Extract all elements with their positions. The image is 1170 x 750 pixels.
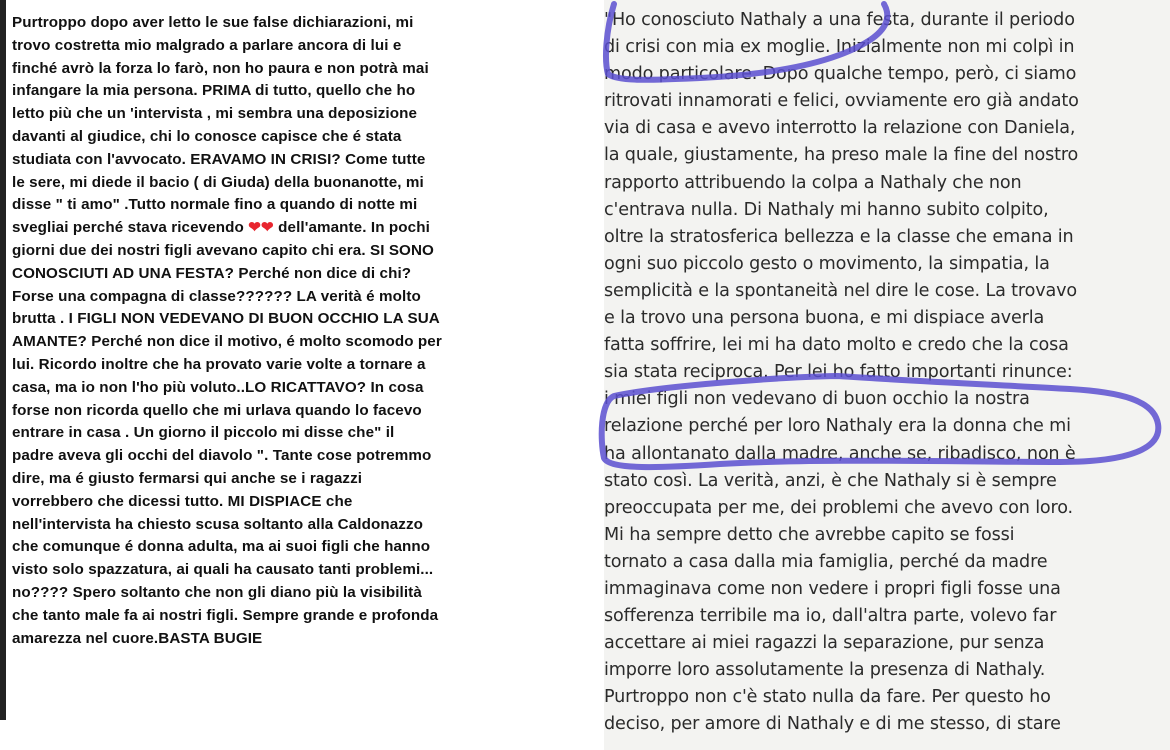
right-line-26: Purtroppo non c'è stato nulla da fare. Per questo ho (604, 687, 1051, 708)
left-line-22: vorrebbero che dicessi tutto. MI DISPIACE che (12, 492, 353, 510)
right-line-20: Mi ha sempre detto che avrebbe capito se fossi (604, 524, 1015, 545)
left-line-2: trovo costretta mio malgrado a parlare ancora di lui e (12, 36, 402, 54)
right-line-21: tornato a casa dalla mia famiglia, perché da madre (604, 551, 1048, 572)
heart-emoji-icon: ❤❤ (248, 219, 274, 237)
right-line-10: ogni suo piccolo gesto o movimento, la simpatia, la (604, 253, 1050, 274)
right-line-13: fatta soffrire, lei mi ha dato molto e credo che la cosa (604, 335, 1069, 356)
left-line-1: Purtroppo dopo aver letto le sue false dichiarazioni, mi (12, 14, 414, 31)
statement-left-panel (12, 8, 597, 708)
right-line-23: sofferenza terribile ma io, dall'altra parte, volevo far (604, 606, 1057, 627)
left-line-6: davanti al giudice, chi lo conosce capisce che é stata (12, 127, 402, 145)
left-line-28: amarezza nel cuore.BASTA BUGIE (12, 629, 263, 647)
left-line-8: le sere, mi diede il bacio ( di Giuda) della buonanotte, mi (12, 173, 424, 191)
right-line-7: rapporto attribuendo la colpa a Nathaly che non (604, 172, 1022, 193)
left-line-19: entrare in casa . Un giorno il piccolo mi disse che" il (12, 424, 395, 442)
left-line-7: studiata con l'avvocato. ERAVAMO IN CRISI? Come tutte (12, 150, 426, 168)
right-line-16: relazione perché per loro Nathaly era la donna che mi (604, 416, 1071, 437)
left-line-5: letto più che un 'intervista , mi sembra una deposizione (12, 105, 418, 123)
left-line-12: CONOSCIUTI AD UNA FESTA? Perché non dice di chi? (12, 264, 412, 282)
left-line-17: casa, ma io non l'ho più voluto..LO RICATTAVO? In cosa (12, 378, 424, 396)
right-line-19: preoccupata per me, dei problemi che avevo con loro. (604, 497, 1073, 518)
left-line-27: che tanto male fa ai nostri figli. Sempre grande e profonda (12, 606, 439, 624)
right-line-25: imporre loro assolutamente la presenza di Nathaly. (604, 660, 1046, 681)
right-line-8: c'entrava nulla. Di Nathaly mi hanno subito colpito, (604, 199, 1049, 220)
left-line-11: giorni due dei nostri figli avevano capito chi era. SI SONO (12, 241, 434, 259)
right-line-2: di crisi con mia ex moglie. Inizialmente non mi colpì in (604, 37, 1075, 58)
left-line-9: disse " ti amo" .Tutto normale fino a quando di notte mi (12, 196, 418, 214)
right-line-15: i miei figli non vedevano di buon occhio la nostra (604, 389, 1030, 410)
left-line-24: che comunque é donna adulta, ma ai suoi figli che hanno (12, 538, 431, 556)
left-line-10: svegliai perché stava ricevendo ❤❤ dell'amante. In pochi (12, 219, 430, 237)
right-line-6: la quale, giustamente, ha preso male la fine del nostro (604, 145, 1079, 166)
left-line-18: forse non ricorda quello che mi urlava quando lo facevo (12, 401, 422, 419)
left-edge-bar (0, 0, 6, 720)
right-line-3: modo particolare. Dopo qualche tempo, però, ci siamo (604, 64, 1077, 85)
right-line-24: accettare ai miei ragazzi la separazione, pur senza (604, 633, 1045, 654)
right-line-22: immaginava come non vedere i propri figli fosse una (604, 578, 1061, 599)
left-line-14: brutta . I FIGLI NON VEDEVANO DI BUON OCCHIO LA SUA (12, 310, 440, 328)
left-line-21: dire, ma é giusto fermarsi qui anche se i ragazzi (12, 469, 363, 487)
left-line-4: infangare la mia persona. PRIMA di tutto, quello che ho (12, 82, 416, 100)
right-line-18: stato così. La verità, anzi, è che Nathaly si è sempre (604, 470, 1057, 491)
left-line-15: AMANTE? Perché non dice il motivo, é molto scomodo per (12, 333, 442, 351)
right-line-12: e la trovo una persona buona, e mi dispiace averla (604, 308, 1045, 329)
right-line-1: "Ho conosciuto Nathaly a una festa, durante il periodo (604, 10, 1075, 30)
right-line-5: via di casa e avevo interrotto la relazione con Daniela, (604, 118, 1076, 139)
right-line-9: oltre la stratosferica bellezza e la classe che emana in (604, 226, 1074, 247)
right-line-14: sia stata reciproca. Per lei ho fatto importanti rinunce: (604, 362, 1073, 383)
left-line-16: lui. Ricordo inoltre che ha provato varie volte a tornare a (12, 355, 426, 373)
left-line-25: visto solo spazzatura, ai quali ha causato tanti problemi... (12, 561, 434, 579)
right-line-27: deciso, per amore di Nathaly e di me stesso, di stare (604, 714, 1061, 735)
left-line-20: padre aveva gli occhi del diavolo ". Tante cose potremmo (12, 447, 432, 465)
left-line-26: no???? Spero soltanto che non gli diano più la visibilità (12, 583, 422, 601)
interview-right-panel (604, 0, 1170, 750)
left-line-13: Forse una compagna di classe?????? LA verità é molto (12, 287, 421, 305)
right-line-4: ritrovati innamorati e felici, ovviamente ero già andato (604, 91, 1079, 112)
right-line-11: semplicità e la spontaneità nel dire le cose. La trovavo (604, 280, 1077, 301)
right-line-17: ha allontanato dalla madre, anche se, ribadisco, non è (604, 443, 1076, 464)
left-line-23: nell'intervista ha chiesto scusa soltanto alla Caldonazzo (12, 515, 424, 533)
left-line-3: finché avrò la forza lo farò, non ho paura e non potrà mai (12, 59, 429, 77)
